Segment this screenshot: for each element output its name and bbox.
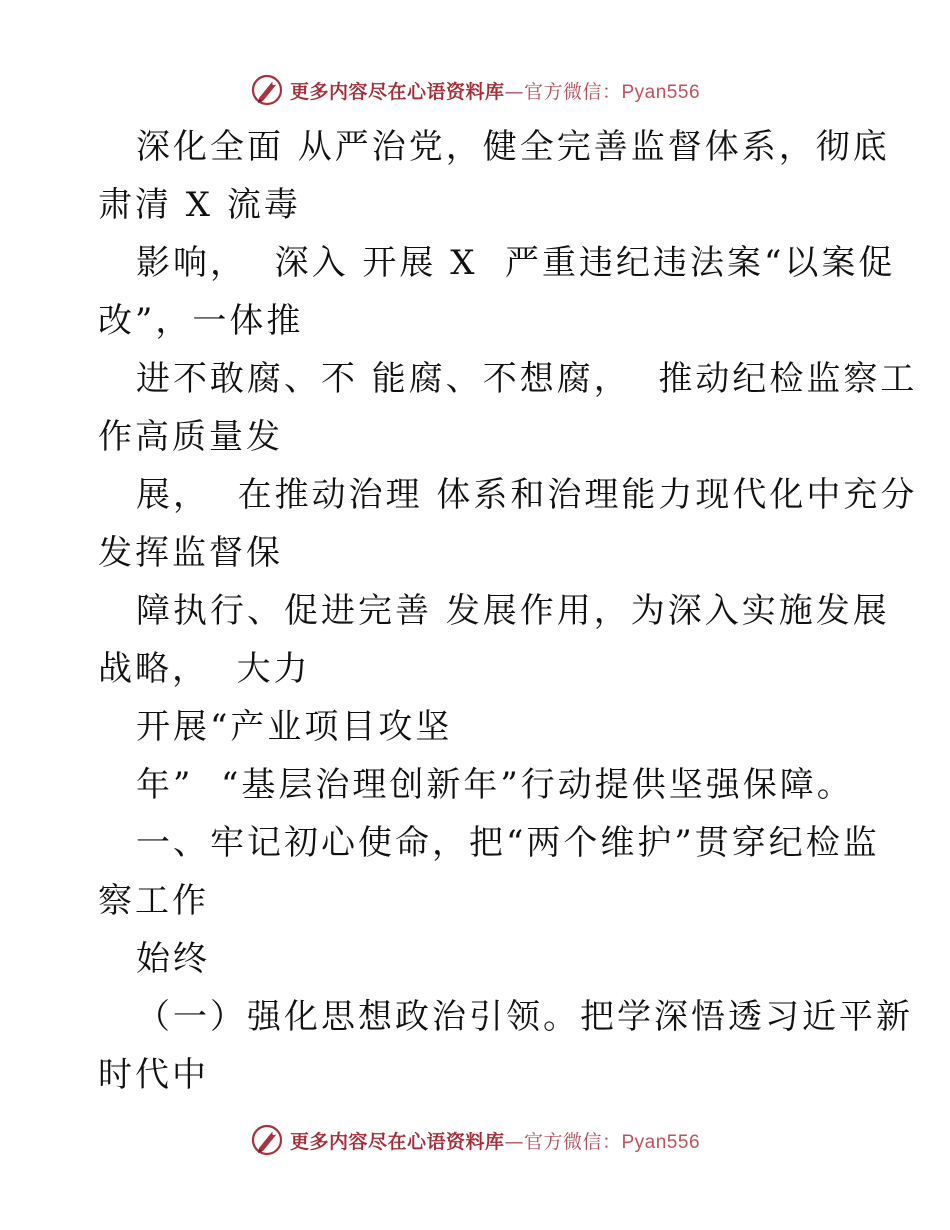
body-line: （一）强化思想政治引领。把学深悟透习近平新: [136, 997, 913, 1037]
header-banner-inner: [250, 73, 700, 107]
footer-dash: —: [504, 1130, 524, 1153]
body-line: 发挥监督保: [98, 533, 283, 573]
header-dash: —: [504, 80, 524, 103]
body-line: 深化全面 从严治党，健全完善监督体系，彻底: [136, 127, 890, 167]
pen-logo-icon: [250, 1123, 284, 1157]
body-line: 开展“产业项目攻坚: [136, 707, 453, 747]
body-line: 始终: [136, 939, 210, 979]
body-line: 影响， 深入 开展 X 严重违纪违法案“以案促: [136, 243, 896, 283]
footer-banner: [0, 1120, 950, 1160]
pen-logo-icon: [250, 73, 284, 107]
body-line: 障执行、促进完善 发展作用，为深入实施发展: [136, 591, 890, 631]
footer-contact-id: Pyan556: [621, 1131, 701, 1153]
body-line: 肃清 X 流毒: [98, 185, 301, 225]
footer-banner-inner: [250, 1123, 700, 1157]
header-banner-text: [290, 77, 700, 104]
footer-brand-text: 更多内容尽在心语资料库: [289, 1130, 505, 1153]
body-line: 作高质量发: [98, 417, 283, 457]
header-contact-id: Pyan556: [621, 81, 701, 103]
header-banner: [0, 70, 950, 110]
body-line: 年” “基层治理创新年”行动提供坚强保障。: [136, 765, 854, 805]
header-contact-label: 官方微信：: [523, 80, 622, 103]
body-line: 展， 在推动治理 体系和治理能力现代化中充分: [136, 475, 918, 515]
footer-contact-label: 官方微信：: [523, 1130, 622, 1153]
body-line: 一、牢记初心使命，把“两个维护”贯穿纪检监: [136, 823, 880, 863]
body-line: 察工作: [98, 881, 209, 921]
body-line: 进不敢腐、不 能腐、不想腐， 推动纪检监察工: [136, 359, 918, 399]
document-body: [98, 118, 918, 1104]
body-line: 改”，一体推: [98, 301, 304, 341]
footer-banner-text: [290, 1127, 700, 1154]
header-brand-text: 更多内容尽在心语资料库: [289, 80, 505, 103]
body-line: 时代中: [98, 1055, 209, 1095]
body-line: 战略， 大力: [98, 649, 311, 689]
